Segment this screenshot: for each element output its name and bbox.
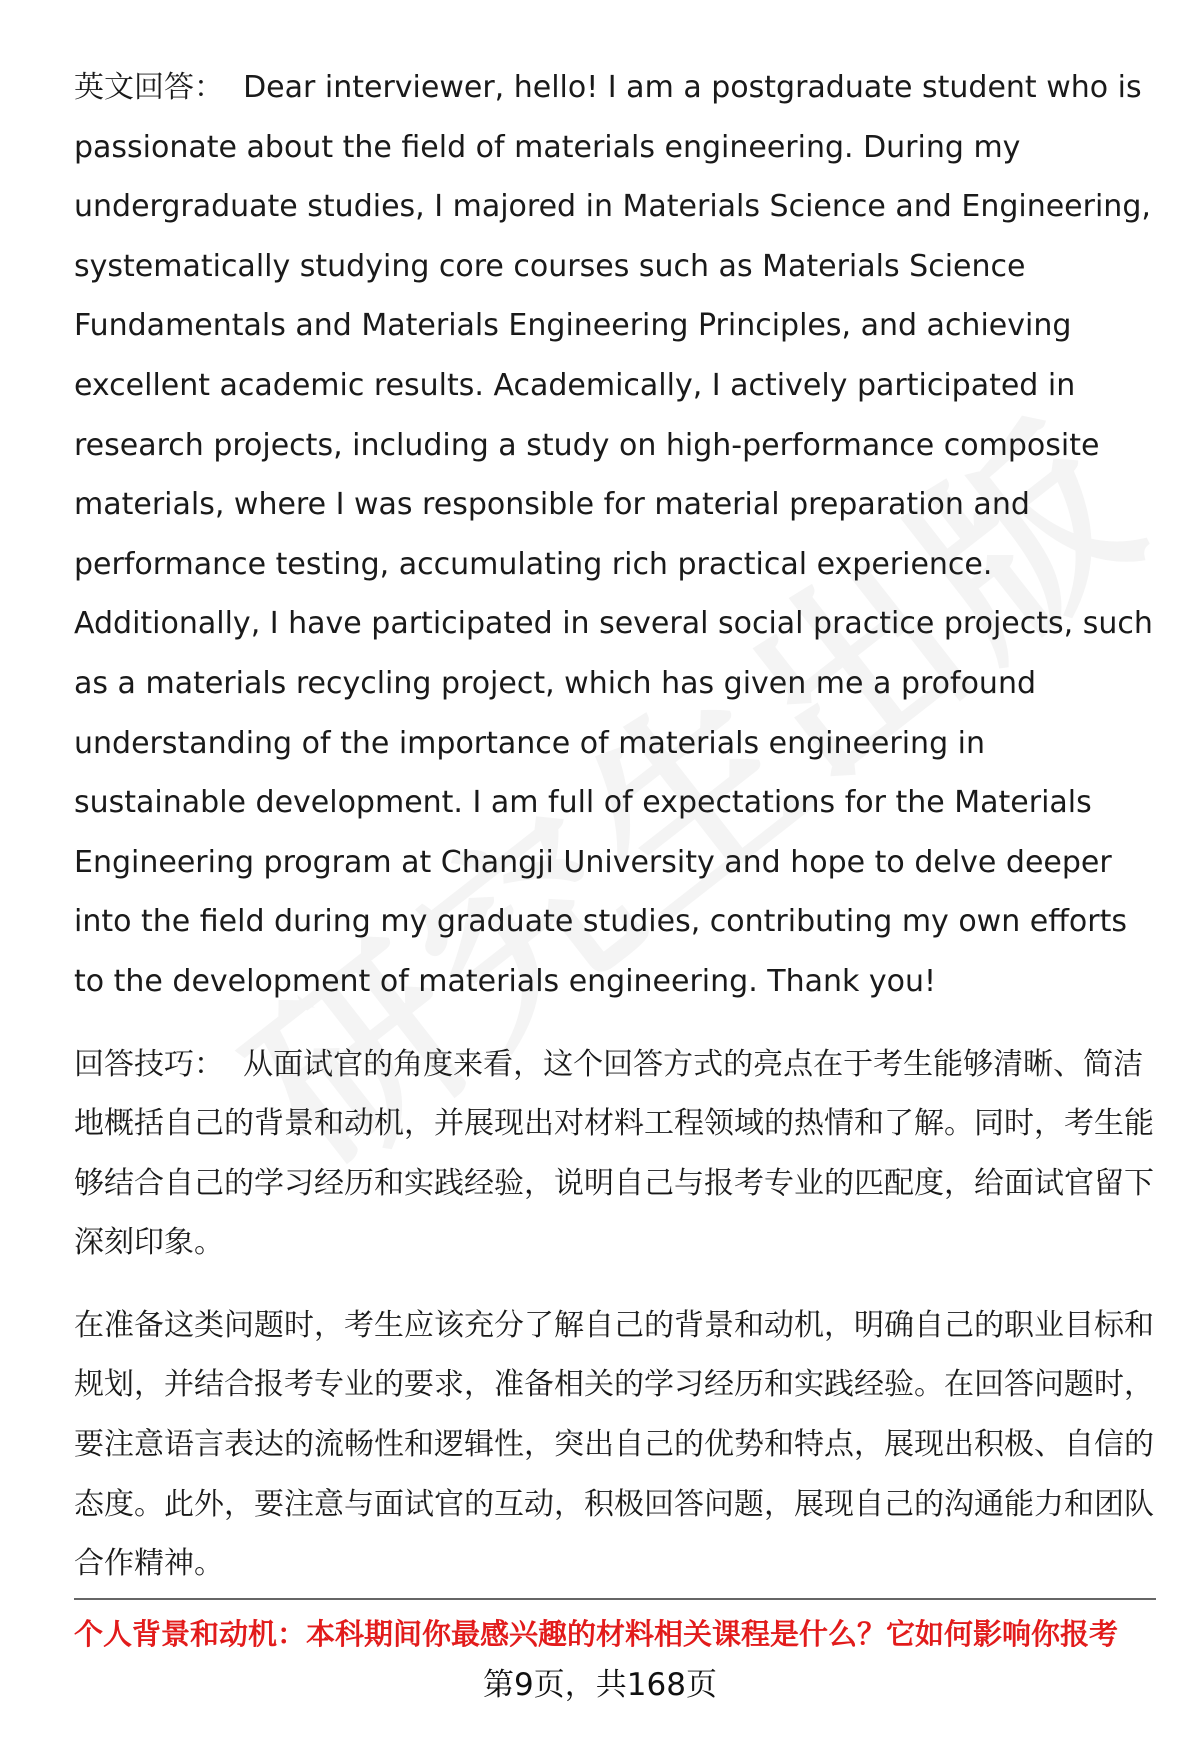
preparation-advice-paragraph	[74, 1296, 1154, 1594]
label-gap	[224, 70, 243, 105]
document-body	[74, 58, 1154, 1594]
answer-tips-paragraph	[74, 1035, 1154, 1273]
page-number: 第9页，共168页	[483, 1667, 717, 1703]
answer-tips-text: 从面试官的角度来看，这个回答方式的亮点在于考生能够清晰、简洁地概括自己的背景和动机，并展现出对材料工程领域的热情和了解。同时，考生能够结合自己的学习经历和实践经验，说明自己与报考专业的匹配度，给面试官留下深刻印象。	[74, 1046, 1154, 1261]
next-question-heading: 个人背景和动机：本科期间你最感兴趣的材料相关课程是什么？它如何影响你报考	[74, 1617, 1119, 1651]
label-gap	[224, 1047, 243, 1082]
english-answer-label: 英文回答：	[74, 70, 224, 105]
answer-tips-label: 回答技巧：	[74, 1046, 224, 1082]
english-answer-text: Dear interviewer, hello! I am a postgraduate student who is passionate about the field of materials engineering. During my undergraduate studies, I majored in Materials Science and Engineering, systematically studying core courses such as Materials Science Fundamentals and Materials Engineering Principles, and achieving excellent academic results. Academically, I actively participated in research projects, including a study on high-performance composite materials, where I was responsible for material preparation and performance testing, accumulating rich practical experience. Additionally, I have participated in several social practice projects, such as a materials recycling project, which has given me a profound understanding of the importance of materials engineering in sustainable development. I am full of expectations for the Materials Engineering program at Changji University and hope to delve deeper into the field during my graduate studies, contributing my own efforts to the development of materials engineering. Thank you!	[74, 70, 1153, 999]
english-answer-paragraph	[74, 58, 1154, 1012]
section-divider	[74, 1598, 1156, 1600]
preparation-advice-text: 在准备这类问题时，考生应该充分了解自己的背景和动机，明确自己的职业目标和规划，并结合报考专业的要求，准备相关的学习经历和实践经验。在回答问题时，要注意语言表达的流畅性和逻辑性，突出自己的优势和特点，展现出积极、自信的态度。此外，要注意与面试官的互动，积极回答问题，展现自己的沟通能力和团队合作精神。	[74, 1307, 1154, 1582]
